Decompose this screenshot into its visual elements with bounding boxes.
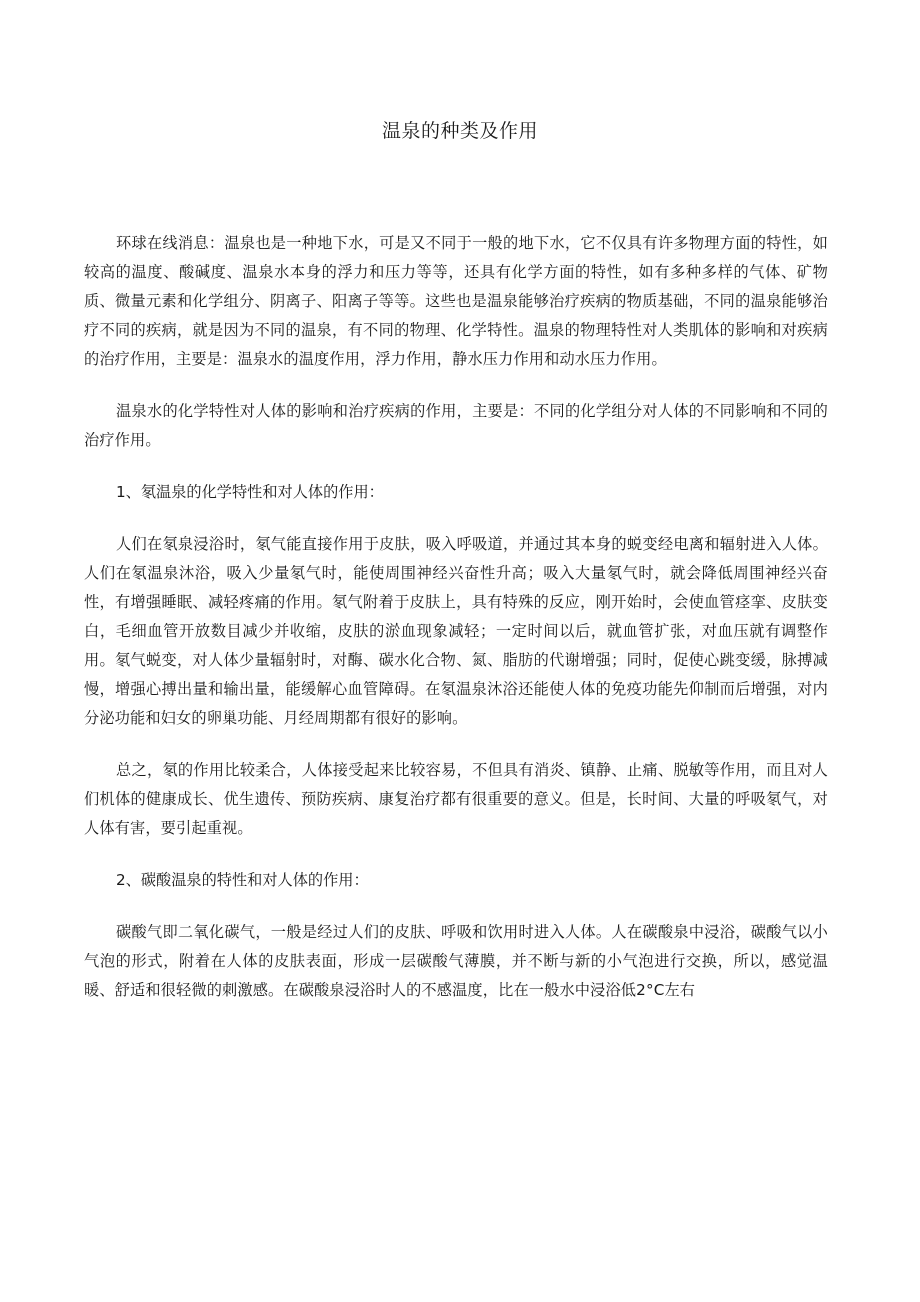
document-body	[84, 229, 828, 1028]
paragraph-chemical-properties: 温泉水的化学特性对人体的影响和治疗疾病的作用，主要是：不同的化学组分对人体的不同影响和不同的治疗作用。	[84, 402, 828, 449]
paragraph-carbonic-effects: 碳酸气即二氧化碳气，一般是经过人们的皮肤、呼吸和饮用时进入人体。人在碳酸泉中浸浴，碳酸气以小气泡的形式，附着在人体的皮肤表面，形成一层碳酸气薄膜，并不断与新的小气泡进行交换，所以，感觉温暖、舒适和很轻微的刺激感。在碳酸泉浸浴时人的不感温度，比在一般水中浸浴低2°C左右	[84, 923, 828, 999]
document-title: 温泉的种类及作用	[381, 120, 538, 142]
paragraph-radon-summary: 总之，氡的作用比较柔合，人体接受起来比较容易，不但具有消炎、镇静、止痛、脱敏等作用，而且对人们机体的健康成长、优生遗传、预防疾病、康复治疗都有很重要的意义。但是，长时间、大量的呼吸氡气，对人体有害，要引起重视。	[84, 761, 828, 837]
section-heading-radon: 1、氡温泉的化学特性和对人体的作用：	[116, 483, 384, 501]
paragraph-intro: 环球在线消息：温泉也是一种地下水，可是又不同于一般的地下水，它不仅具有许多物理方面的特性，如较高的温度、酸碱度、温泉水本身的浮力和压力等等，还具有化学方面的特性，如有多种多样的气体、矿物质、微量元素和化学组分、阴离子、阳离子等等。这些也是温泉能够治疗疾病的物质基础，不同的温泉能够治疗不同的疾病，就是因为不同的温泉，有不同的物理、化学特性。温泉的物理特性对人类肌体的影响和对疾病的治疗作用，主要是：温泉水的温度作用，浮力作用，静水压力作用和动水压力作用。	[84, 234, 828, 368]
paragraph-radon-effects: 人们在氡泉浸浴时，氡气能直接作用于皮肤，吸入呼吸道，并通过其本身的蜕变经电离和辐射进入人体。人们在氡温泉沐浴，吸入少量氡气时，能使周围神经兴奋性升高；吸入大量氡气时，就会降低周围神经兴奋性，有增强睡眠、减轻疼痛的作用。氡气附着于皮肤上，具有特殊的反应，刚开始时，会使血管痉挛、皮肤变白，毛细血管开放数目减少并收缩，皮肤的淤血现象减轻；一定时间以后，就血管扩张，对血压就有调整作用。氡气蜕变，对人体少量辐射时，对酶、碳水化合物、氮、脂肪的代谢增强；同时，促使心跳变缓，脉搏减慢，增强心搏出量和输出量，能缓解心血管障碍。在氡温泉沐浴还能使人体的免疫功能先仰制而后增强，对内分泌功能和妇女的卵巢功能、月经周期都有很好的影响。	[84, 535, 828, 727]
section-heading-carbonic: 2、碳酸温泉的特性和对人体的作用：	[116, 871, 369, 889]
